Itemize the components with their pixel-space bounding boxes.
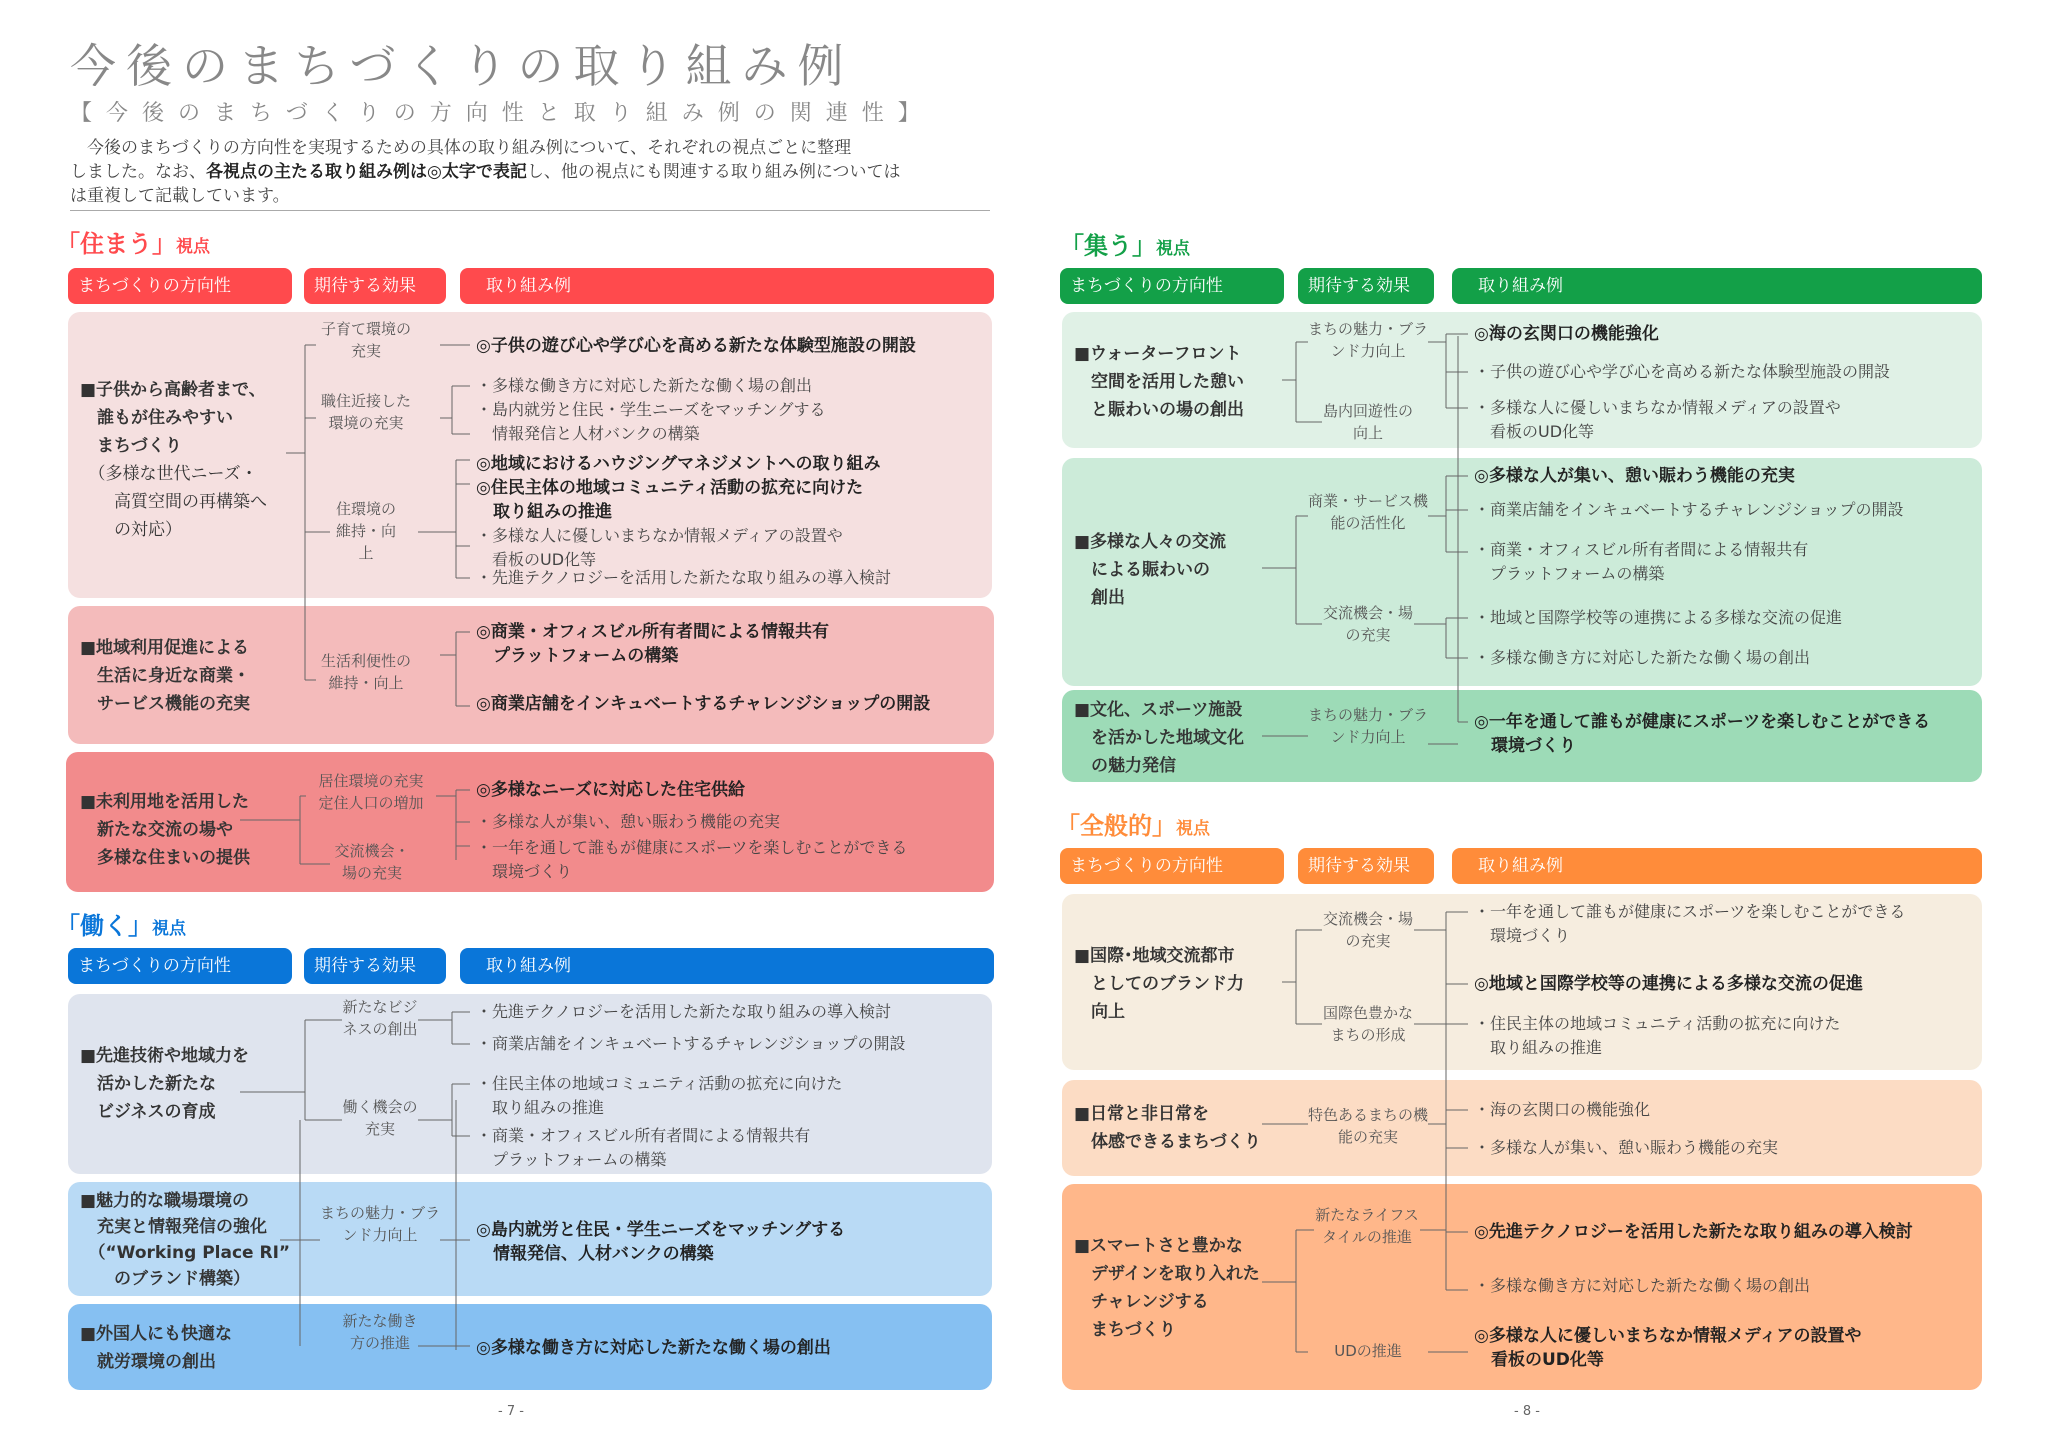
hataraku-effect-1: 新たなビジネスの創出 [342,998,418,1038]
direction-line: ■スマートさと豊かな [1074,1236,1243,1256]
example-line: ・商業・オフィスビル所有者間による情報共有 [476,1126,811,1145]
zenpan-example-8 [1474,1324,1861,1372]
header-direction: まちづくりの方向性 [1060,848,1284,884]
direction-line: の魅力発信 [1074,756,1176,776]
direction-line: （多様な世代ニーズ・ [80,464,258,484]
hataraku-example-1: ・先進テクノロジーを活用した新たな取り組みの導入検討 [476,1002,892,1021]
direction-line: と賑わいの場の創出 [1074,400,1244,420]
sumau-direction-3 [80,788,250,872]
direction-line: 充実と情報発信の強化 [80,1217,267,1237]
hataraku-direction-2 [80,1188,290,1292]
header-example: 取り組み例 [460,268,994,304]
header-effect: 期待する効果 [304,268,446,304]
direction-line: ■多様な人々の交流 [1074,532,1227,552]
tsudou-effect-1: まちの魅力・ブランド力向上 [1308,320,1429,360]
direction-line: ■未利用地を活用した [80,792,250,812]
tsudou-example-1: ◎海の玄関口の機能強化 [1474,324,1659,344]
sumau-effect-3: 住環境の維持・向上 [335,500,396,562]
direction-line: による賑わいの [1074,560,1210,580]
section-name: 「集う」 [1060,232,1156,260]
direction-line: 新たな交流の場や [80,820,233,840]
header-example: 取り組み例 [460,948,994,984]
example-line: ◎一年を通して誰もが健康にスポーツを楽しむことができる [1474,712,1931,732]
sumau-example-3 [476,398,825,446]
zenpan-example-4: ・海の玄関口の機能強化 [1474,1100,1651,1119]
zenpan-example-3 [1474,1012,1840,1060]
intro-emphasis: 各視点の主たる取り組み例は◎太字で表記 [206,162,527,182]
sumau-example-9: ◎商業店舗をインキュベートするチャレンジショップの開設 [476,694,931,714]
intro-line-2 [70,160,990,184]
direction-line: ■先進技術や地域力を [80,1046,250,1066]
example-line: ・多様な人に優しいまちなか情報メディアの設置や [1474,398,1841,417]
direction-line: 体感できるまちづくり [1074,1132,1261,1152]
example-line: 取り組みの推進 [476,1098,605,1117]
sumau-effect-5: 居住環境の充実 [318,772,424,790]
section-name: 「働く」 [56,912,152,940]
intro-text: しました。なお、 [70,162,206,182]
page-number-left: - 7 - [498,1404,524,1419]
sumau-example-1: ◎子供の遊び心や学び心を高める新たな体験型施設の開設 [476,336,916,356]
direction-line: 誰もが住みやすい [80,408,233,428]
example-line: ・商業・オフィスビル所有者間による情報共有 [1474,540,1809,559]
section-suffix: 視点 [176,237,210,257]
tsudou-example-3 [1474,396,1841,444]
header-example: 取り組み例 [1452,268,1982,304]
tsudou-example-9 [1474,710,1930,758]
tsudou-direction-1 [1074,340,1244,424]
direction-line: 活かした新たな [80,1074,216,1094]
tsudou-example-4: ◎多様な人が集い、憩い賑わう機能の充実 [1474,466,1795,486]
hataraku-example-6: ◎多様な働き方に対応した新たな働く場の創出 [476,1338,831,1358]
section-suffix: 視点 [1176,819,1210,839]
example-line: ・住民主体の地域コミュニティ活動の拡充に向けた [1474,1014,1841,1033]
example-line: ◎商業・オフィスビル所有者間による情報共有 [476,622,829,642]
zenpan-effect-1: 交流機会・場の充実 [1322,910,1413,950]
sumau-effect-7: 交流機会・場の充実 [334,842,410,882]
sumau-effect-6: 定住人口の増加 [318,794,424,812]
direction-line: ■文化、スポーツ施設 [1074,700,1243,720]
header-effect: 期待する効果 [304,948,446,984]
intro-line-3: は重複して記載しています。 [70,186,290,206]
sumau-example-5 [476,476,863,524]
zenpan-example-6: ◎先進テクノロジーを活用した新たな取り組みの導入検討 [1474,1222,1913,1242]
tsudou-direction-2 [1074,528,1226,612]
direction-line: 創出 [1074,588,1125,608]
sumau-example-4: ◎地域におけるハウジングマネジメントへの取り組み [476,454,881,474]
header-direction: まちづくりの方向性 [1060,268,1284,304]
direction-line: 就労環境の創出 [80,1352,216,1372]
sumau-example-10: ◎多様なニーズに対応した住宅供給 [476,780,745,800]
hataraku-example-5 [476,1218,845,1266]
sumau-example-11: ・多様な人が集い、憩い賑わう機能の充実 [476,812,781,831]
sumau-effect-1: 子育て環境の充実 [320,320,411,360]
header-example: 取り組み例 [1452,848,1982,884]
section-title-sumau [56,224,210,259]
example-line: 取り組みの推進 [476,502,612,522]
example-line: 看板のUD化等 [1474,1350,1604,1370]
direction-line: ■日常と非日常を [1074,1104,1210,1124]
hataraku-example-4 [476,1124,810,1172]
example-line: ◎島内就労と住民・学生ニーズをマッチングする [476,1220,846,1240]
example-line: ・島内就労と住民・学生ニーズをマッチングする [476,400,826,419]
direction-line: デザインを取り入れた [1074,1264,1260,1284]
tsudou-example-8: ・多様な働き方に対応した新たな働く場の創出 [1474,648,1811,667]
direction-line: の対応） [80,520,182,540]
hataraku-effect-2: 働く機会の充実 [342,1098,418,1138]
direction-line: ■地域利用促進による [80,638,250,658]
zenpan-effect-3: 特色あるまちの機能の充実 [1308,1106,1429,1146]
zenpan-example-7: ・多様な働き方に対応した新たな働く場の創出 [1474,1276,1811,1295]
example-line: 環境づくり [476,862,573,881]
tsudou-effect-4: 交流機会・場の充実 [1322,604,1413,644]
intro-line-1: 今後のまちづくりの方向性を実現するための具体の取り組み例について、それぞれの視点ごとに整理 [70,138,852,158]
example-line: 環境づくり [1474,926,1571,945]
sumau-example-2: ・多様な働き方に対応した新たな働く場の創出 [476,376,813,395]
direction-line: を活かした地域文化 [1074,728,1244,748]
hataraku-example-2: ・商業店舗をインキュベートするチャレンジショップの開設 [476,1034,906,1053]
page-subtitle: 【今後のまちづくりの方向性と取り組み例の関連性】 [70,101,934,126]
zenpan-effect-5: UDの推進 [1334,1342,1402,1360]
tsudou-direction-3 [1074,696,1244,780]
direction-line: のブランド構築） [80,1269,250,1289]
zenpan-direction-3 [1074,1232,1260,1344]
direction-line: まちづくり [80,436,182,456]
intro-paragraph [70,136,990,211]
direction-line: ■子供から高齢者まで、 [80,380,266,400]
direction-line: チャレンジする [1074,1292,1209,1312]
zenpan-effect-2: 国際色豊かなまちの形成 [1322,1004,1413,1044]
example-line: プラットフォームの構築 [476,1150,667,1169]
example-line: 情報発信と人材バンクの構築 [476,424,700,443]
example-line: 情報発信、人材バンクの構築 [476,1244,714,1264]
section-name: 「全般的」 [1056,812,1176,840]
hataraku-effect-3: まちの魅力・ブランド力向上 [320,1204,441,1244]
direction-line: ■国際･地域交流都市 [1074,946,1235,966]
header-direction: まちづくりの方向性 [68,268,292,304]
example-line: 環境づくり [1474,736,1576,756]
hataraku-direction-1 [80,1042,249,1126]
hataraku-example-3 [476,1072,842,1120]
sumau-effect-4: 生活利便性の維持・向上 [320,652,411,692]
page-number-right: - 8 - [1514,1404,1540,1419]
example-line: 看板のUD化等 [476,550,597,569]
header-direction: まちづくりの方向性 [68,948,292,984]
section-title-hataraku [56,906,186,941]
hataraku-effect-4: 新たな働き方の推進 [342,1312,418,1352]
example-line: ◎住民主体の地域コミュニティ活動の拡充に向けた [476,478,864,498]
example-line: ・一年を通して誰もが健康にスポーツを楽しむことができる [1474,902,1906,921]
intro-text: し、他の視点にも関連する取り組み例については [526,162,901,182]
hataraku-direction-3 [80,1320,232,1376]
sumau-direction-2 [80,634,250,718]
zenpan-example-2: ◎地域と国際学校等の連携による多様な交流の促進 [1474,974,1863,994]
zenpan-direction-1 [1074,942,1244,1026]
section-name: 「住まう」 [56,230,176,258]
example-line: ・住民主体の地域コミュニティ活動の拡充に向けた [476,1074,843,1093]
direction-line: 多様な住まいの提供 [80,848,250,868]
sumau-example-6 [476,524,843,572]
header-effect: 期待する効果 [1298,268,1434,304]
direction-line: 空間を活用した憩い [1074,372,1244,392]
sumau-example-12 [476,836,907,884]
direction-line: ■外国人にも快適な [80,1324,233,1344]
example-line: ・多様な人に優しいまちなか情報メディアの設置や [476,526,843,545]
tsudou-effect-5: まちの魅力・ブランド力向上 [1308,706,1429,746]
direction-line: （“Working Place RI” [80,1243,291,1263]
example-line: プラットフォームの構築 [476,646,679,666]
sumau-example-8 [476,620,829,668]
tsudou-effect-3: 商業・サービス機能の活性化 [1308,492,1429,532]
tsudou-example-5: ・商業店舗をインキュベートするチャレンジショップの開設 [1474,500,1904,519]
sumau-effect-2: 職住近接した環境の充実 [320,392,411,432]
page-title: 今後のまちづくりの取り組み例 [70,39,854,93]
direction-line: ■魅力的な職場環境の [80,1191,250,1211]
tsudou-effect-2: 島内回遊性の向上 [1322,402,1413,442]
example-line: ◎多様な人に優しいまちなか情報メディアの設置や [1474,1326,1862,1346]
direction-line: としてのブランド力 [1074,974,1244,994]
tsudou-example-7: ・地域と国際学校等の連携による多様な交流の促進 [1474,608,1843,627]
tsudou-example-2: ・子供の遊び心や学び心を高める新たな体験型施設の開設 [1474,362,1891,381]
zenpan-direction-2 [1074,1100,1261,1156]
sumau-direction-1 [80,376,267,544]
section-suffix: 視点 [152,919,186,939]
direction-line: サービス機能の充実 [80,694,250,714]
sumau-example-7: ・先進テクノロジーを活用した新たな取り組みの導入検討 [476,568,892,587]
zenpan-example-5: ・多様な人が集い、憩い賑わう機能の充実 [1474,1138,1779,1157]
section-title-tsudou [1060,226,1190,261]
direction-line: 高質空間の再構築へ [80,492,267,512]
direction-line: まちづくり [1074,1320,1176,1340]
header-effect: 期待する効果 [1298,848,1434,884]
example-line: 取り組みの推進 [1474,1038,1603,1057]
section-title-zenpan [1056,806,1210,841]
example-line: 看板のUD化等 [1474,422,1595,441]
zenpan-effect-4: 新たなライフスタイルの推進 [1315,1206,1419,1246]
tsudou-example-6 [1474,538,1808,586]
direction-line: 生活に身近な商業・ [80,666,250,686]
direction-line: ビジネスの育成 [80,1102,216,1122]
example-line: プラットフォームの構築 [1474,564,1665,583]
example-line: ・一年を通して誰もが健康にスポーツを楽しむことができる [476,838,908,857]
section-suffix: 視点 [1156,239,1190,259]
zenpan-example-1 [1474,900,1905,948]
direction-line: ■ウォーターフロント [1074,344,1242,364]
direction-line: 向上 [1074,1002,1125,1022]
